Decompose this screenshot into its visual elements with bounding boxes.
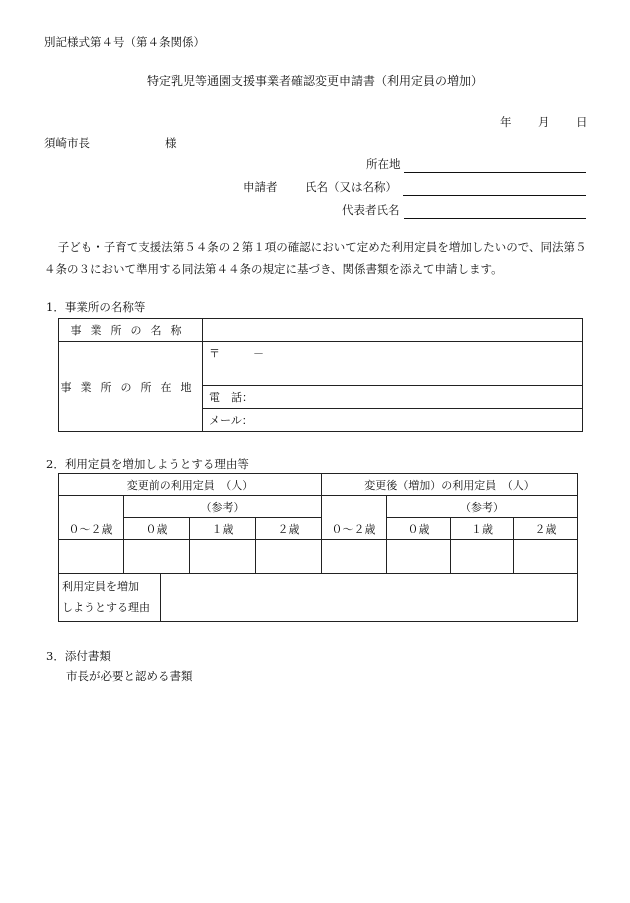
representative-field[interactable] (404, 204, 586, 219)
application-statement: 子ども・子育て支援法第５４条の２第１項の確認において定めた利用定員を増加したいので、同法第５４条の３において準用する同法第４４条の規定に基づき、関係書類を添えて申請します。 (44, 240, 587, 276)
postal-code-field[interactable]: 〒 － (203, 342, 583, 386)
reason-label-line1: 利用定員を増加 (62, 580, 139, 593)
addressee: 須崎市長 (44, 136, 90, 150)
after-total-header: ０～２歳 (331, 523, 376, 536)
after-age0-header: ０歳 (387, 518, 451, 540)
after-age2-header: ２歳 (514, 518, 578, 540)
facility-location-label: 事業所の所在地 (59, 342, 203, 432)
after-age1-header: １歳 (451, 518, 514, 540)
section3-heading: 3．添付書類 (46, 649, 111, 663)
reason-label (58, 573, 161, 621)
name-label: 氏名（又は名称） (305, 180, 397, 194)
section2-heading: 2．利用定員を増加しようとする理由等 (46, 457, 249, 471)
honorific: 様 (165, 136, 177, 150)
representative-label: 代表者氏名 (342, 203, 400, 217)
before-age1-header: １歳 (190, 518, 256, 540)
before-age0-value[interactable] (124, 540, 190, 574)
after-capacity-header: 変更後（増加）の利用定員 （人） (322, 474, 578, 496)
before-total-header: ０～２歳 (68, 523, 113, 536)
email-field[interactable]: メール： (203, 409, 583, 432)
applicant-label: 申請者 (243, 180, 278, 194)
date-year: 年 (500, 115, 512, 129)
before-capacity-header: 変更前の利用定員 （人） (59, 474, 322, 496)
date-month: 月 (538, 115, 550, 129)
after-age1-value[interactable] (451, 540, 514, 574)
before-age2-value[interactable] (256, 540, 322, 574)
before-age1-value[interactable] (190, 540, 256, 574)
before-reference-label: （参考） (124, 496, 322, 518)
facility-name-label: 事業所の名称 (59, 319, 203, 342)
name-field[interactable] (403, 181, 586, 196)
after-reference-label: （参考） (387, 496, 578, 518)
after-age2-value[interactable] (514, 540, 578, 574)
facility-table (58, 318, 583, 432)
address-label: 所在地 (366, 157, 401, 171)
after-total-value[interactable] (322, 540, 387, 574)
facility-name-field[interactable] (203, 319, 583, 342)
before-total-value[interactable] (59, 540, 124, 574)
before-age0-header: ０歳 (124, 518, 190, 540)
before-age2-header: ２歳 (256, 518, 322, 540)
section1-heading: 1．事業所の名称等 (46, 300, 146, 314)
form-number: 別記様式第４号（第４条関係） (44, 35, 205, 49)
address-field[interactable] (404, 158, 586, 173)
reason-label-line2: しようとする理由 (62, 601, 150, 614)
after-age0-value[interactable] (387, 540, 451, 574)
date-day: 日 (576, 115, 588, 129)
attachment-item: 市長が必要と認める書類 (66, 669, 193, 683)
phone-field[interactable]: 電 話： (203, 386, 583, 409)
page-title: 特定乳児等通園支援事業者確認変更申請書（利用定員の増加） (146, 74, 483, 88)
reason-field[interactable] (162, 574, 576, 620)
